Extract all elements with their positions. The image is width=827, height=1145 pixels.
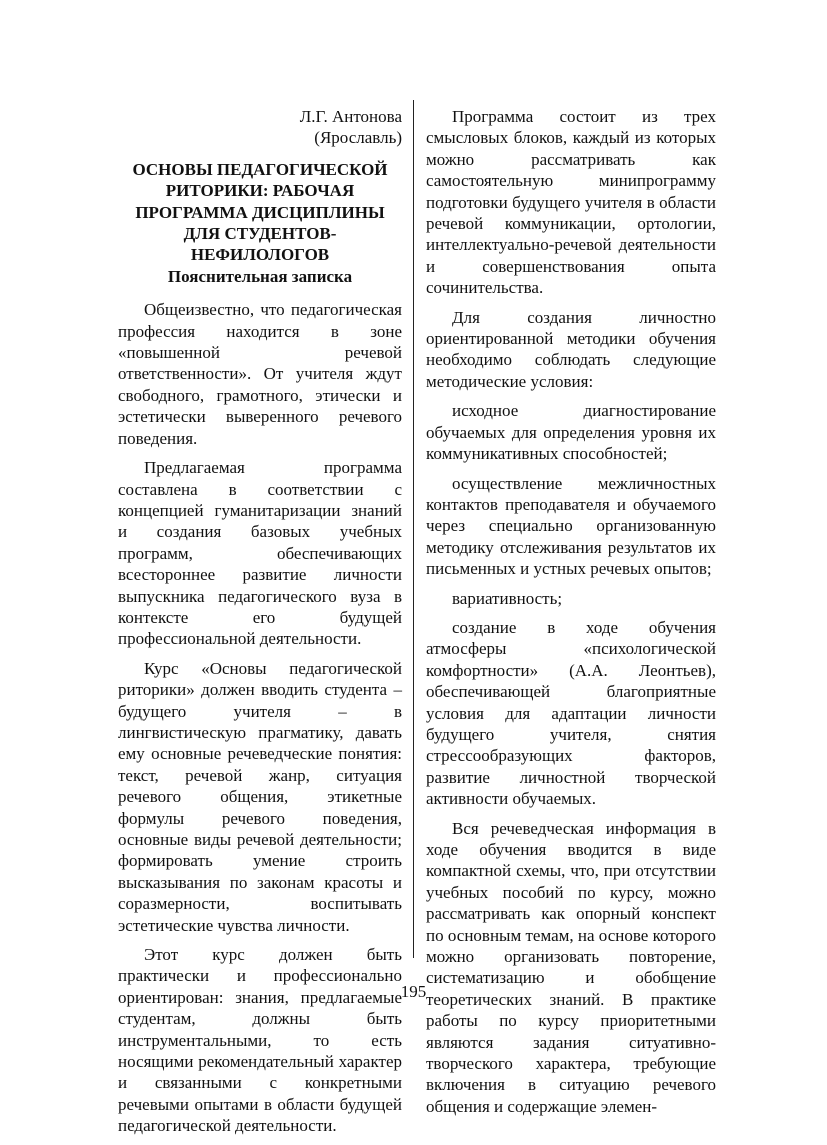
title-line: НЕФИЛОЛОГОВ	[190, 245, 330, 265]
author-city: (Ярославль)	[314, 128, 402, 148]
body-paragraph: Этот курс должен быть практически и профессионально ориентирован: знания, предлагаемые студентам, должны быть инструментальными, то есть носящими рекомендательный характер и связанными с конкретными речевыми опытами в области будущей педагогической деятельности.	[118, 945, 402, 1136]
article-title	[118, 159, 402, 266]
body-paragraph: Для создания личностно ориентированной методики обучения необходимо соблюдать следующие методические условия:	[426, 307, 716, 391]
column-divider	[413, 100, 414, 958]
body-paragraph: Предлагаемая программа составлена в соответствии с концепцией гуманитаризации знаний и создания базовых учебных программ, обеспечивающих всестороннее развитие личности выпускника педагогического вуза в контексте его будущей профессиональной деятельности.	[118, 458, 402, 649]
list-item: осуществление межличностных контактов преподавателя и обучаемого через специально организованную методику отслеживания результатов их письменных и устных речевых опытов;	[426, 473, 716, 579]
body-paragraph: Программа состоит из трех смысловых блоков, каждый из которых можно рассматривать как самостоятельную минипрограмму подготовки будущего учителя в области речевой коммуникации, ортологии, интеллектуально-речевой деятельности и совершенствования опыта сочинительства.	[426, 107, 716, 298]
list-item: вариативность;	[452, 588, 563, 608]
author-name: Л.Г. Антонова	[299, 107, 402, 126]
body-paragraph: Общеизвестно, что педагогическая профессия находится в зоне «повышенной речевой ответственности». От учителя ждут свободного, грамотного, этически и эстетически выверенного речевого поведения.	[118, 300, 402, 448]
right-column	[426, 106, 716, 1125]
page-number: 195	[400, 982, 427, 1001]
article-subtitle: Пояснительная записка	[167, 266, 353, 286]
title-line: РИТОРИКИ: РАБОЧАЯ	[165, 181, 355, 201]
title-line: ОСНОВЫ ПЕДАГОГИЧЕСКОЙ	[132, 159, 388, 179]
list-item: создание в ходе обучения атмосферы «психологической комфортности» (А.А. Леонтьев), обеспечивающей благоприятные условия для адаптации личности будущего учителя, снятия стрессообразующих факторов, развитие личностной творческой активности обучаемых.	[426, 617, 716, 809]
title-line: ДЛЯ СТУДЕНТОВ-	[183, 224, 337, 244]
title-line: ПРОГРАММА ДИСЦИПЛИНЫ	[135, 202, 385, 222]
body-paragraph: Курс «Основы педагогической риторики» должен вводить студента – будущего учителя – в лингвистическую прагматику, давать ему основные речеведческие понятия: текст, речевой жанр, ситуация речевого общения, этикетные формулы речевого поведения, основные виды речевой деятельности; формировать умение строить высказывания по законам красоты и соразмерности, воспитывать эстетические чувства личности.	[118, 658, 402, 935]
list-item: исходное диагностирование обучаемых для определения уровня их коммуникативных способностей;	[426, 401, 716, 464]
body-paragraph: Вся речеведческая информация в ходе обучения вводится в виде компактной схемы, что, при отсутствии учебных пособий по курсу, можно рассматривать как опорный конспект по основным темам, на основе которого можно организовать повторение, систематизацию и обобщение теоретических знаний. В практике работы по курсу приоритетными являются задания ситуативно-творческого характера, требующие включения в ситуацию речевого общения и содержащие элемен-	[426, 818, 716, 1116]
